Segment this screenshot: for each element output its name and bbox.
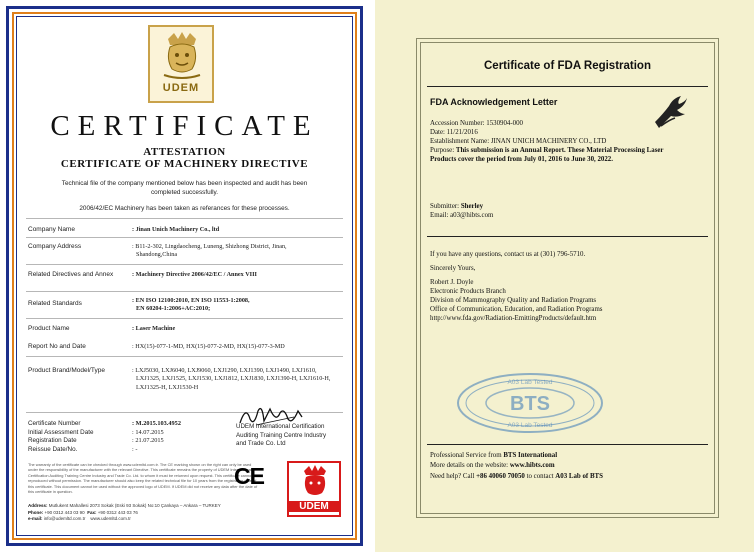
model-line: LXJ1325-H, LXJ1530-H bbox=[136, 383, 199, 391]
divider bbox=[26, 264, 343, 265]
website-line bbox=[430, 461, 710, 470]
help-label: Need help? Call bbox=[430, 473, 475, 480]
udem-logo-text: UDEM bbox=[162, 82, 200, 94]
email-value: a03@hibts.com bbox=[450, 212, 494, 219]
certificate-number-label: Certificate Number bbox=[28, 420, 81, 427]
company-address-value bbox=[132, 243, 342, 260]
purpose-line-2 bbox=[430, 155, 710, 164]
seal-main-text: BTS bbox=[510, 393, 550, 415]
purpose-line-1 bbox=[430, 146, 710, 155]
signatory-office: Office of Communication, Education, and Radiation Programs bbox=[430, 306, 603, 313]
address-row bbox=[28, 503, 288, 510]
certificate-number-value: : M.2015.103.4952 bbox=[132, 420, 181, 427]
sincerely-line: Sincerely Yours, bbox=[430, 265, 476, 272]
udem-badge-text: UDEM bbox=[289, 501, 339, 512]
address-line: : B11-2-302, Lingdaocheng, Luneng, Shizhong District, Jinan, bbox=[132, 243, 287, 250]
standards-line: : EN ISO 12100:2010, EN ISO 11553-1:2008, bbox=[132, 297, 250, 304]
service-label: Professional Service from bbox=[430, 452, 502, 459]
divider bbox=[26, 291, 343, 292]
help-phone: +86 40060 70050 bbox=[476, 473, 525, 480]
accession-number: Accession Number: 1530904-000 bbox=[430, 120, 524, 127]
purpose-text: This submission is an Annual Report. These Material Processing Laser bbox=[455, 147, 664, 154]
standards-value bbox=[132, 297, 342, 314]
standards-line: EN 60204-1:2006+AC:2010; bbox=[136, 305, 211, 313]
issuer-line: and Trade Co. Ltd bbox=[236, 440, 286, 448]
directives-value: : Machinery Directive 2006/42/EC / Annex VIII bbox=[132, 271, 257, 278]
purpose-period: Products cover the period from July 01, 2016 to June 30, 2022. bbox=[430, 156, 613, 163]
divider bbox=[26, 356, 343, 357]
help-lab: A03 Lab of BTS bbox=[555, 473, 603, 480]
fda-title: Certificate of FDA Registration bbox=[484, 60, 651, 72]
certificate-info-labels bbox=[28, 420, 128, 454]
company-name-label: Company Name bbox=[28, 226, 75, 233]
reissue-value: : - bbox=[132, 445, 138, 453]
fax-label: Fax: bbox=[87, 509, 97, 515]
certificate-fine-print: The warranty of the certificate can be checked through www.udemltd.com.tr. The CE marking shown on the right can only be used under the responsibility of the manufacturer with the relevant Directive. This certificate remains the property of UDEM International Certification Auditing Training Centre Industry and Trade Co. Ltd. to whom it must be returned upon request. This certificate cannot be reproduced without permission. The manufacturer should also keep the related technical file for 10 years from the registration date of this certificate. This document cannot be used without the approved logo of UDEM. If UDEM did not receive any data after the date of this certificate in question. bbox=[28, 462, 258, 495]
bts-seal-icon bbox=[455, 372, 605, 434]
bts-website-link[interactable]: www.hibts.com bbox=[509, 462, 555, 469]
contact-line: If you have any questions, contact us at (301) 796-5710. bbox=[430, 251, 586, 258]
divider bbox=[427, 444, 708, 445]
udem-certificate bbox=[0, 0, 369, 552]
certificate-intro bbox=[40, 179, 329, 197]
initial-assessment-value: : 14.07.2015 bbox=[132, 428, 164, 436]
help-mid-text: to contact bbox=[526, 473, 554, 480]
submitter-row bbox=[430, 202, 710, 211]
email-web-row bbox=[28, 516, 288, 523]
seal-top-text: A03 Lab Tested bbox=[507, 379, 553, 386]
letter-date: Date: 11/21/2016 bbox=[430, 129, 478, 136]
issuer-line: Auditing Training Centre Industry bbox=[236, 431, 327, 439]
udem-logo bbox=[148, 25, 214, 103]
email-label: Email: bbox=[430, 212, 449, 219]
standards-label: Related Standards bbox=[28, 300, 82, 307]
report-no-label: Report No and Date bbox=[28, 343, 86, 350]
signatory-name: Robert J. Doyle bbox=[430, 279, 474, 286]
lion-crest-icon bbox=[298, 465, 332, 499]
help-line bbox=[430, 472, 710, 481]
certificate-subtitle-attestation: ATTESTATION bbox=[143, 146, 226, 158]
model-line: : LXJ5030, LXJ6040, LXJ9060, LXJ1290, LXJ1390, LXJ1490, LXJ1610, bbox=[132, 367, 317, 374]
directives-label: Related Directives and Annex bbox=[28, 271, 114, 278]
service-line bbox=[430, 451, 710, 460]
phone-fax-row bbox=[28, 510, 288, 517]
intro-line: completed successfully. bbox=[150, 189, 218, 196]
intro-line: Technical file of the company mentioned below has been inspected and audit has been bbox=[61, 180, 308, 187]
phone-label: Phone: bbox=[28, 509, 44, 515]
udem-contact-footer bbox=[28, 503, 288, 523]
fda-website-link[interactable]: http://www.fda.gov/Radiation-EmittingProducts/default.htm bbox=[430, 315, 597, 322]
reissue-label: Reissue Date/No. bbox=[28, 445, 78, 453]
product-model-label: Product Brand/Model/Type bbox=[28, 367, 105, 374]
address-label: Address: bbox=[28, 503, 48, 508]
service-org: BTS International bbox=[503, 452, 558, 459]
registration-date-value: : 21.07.2015 bbox=[132, 437, 164, 445]
seal-bottom-text: A03 Lab Tested bbox=[507, 422, 553, 429]
address-value: Mutlukent Mahallesi 2073 Sokak (Eski 93 Sokak) No:10 Çankaya – Ankara – TURKEY bbox=[48, 503, 221, 508]
company-name-value: : Jinan Unich Machinery Co., ltd bbox=[132, 226, 220, 233]
fda-certificate bbox=[375, 0, 754, 552]
divider bbox=[26, 218, 343, 219]
udem-badge bbox=[287, 461, 341, 517]
submitter-value: Sherley bbox=[460, 203, 484, 210]
submitter-label: Submitter: bbox=[430, 203, 460, 210]
establishment-name: Establishment Name: JINAN UNICH MACHINERY CO., LTD bbox=[430, 138, 607, 145]
divider bbox=[427, 86, 708, 87]
email-label: e-mail: bbox=[28, 516, 43, 522]
divider bbox=[26, 237, 343, 238]
signatory-division: Division of Mammography Quality and Radiation Programs bbox=[430, 297, 597, 304]
lion-crest-icon bbox=[158, 31, 206, 81]
product-name-value: : Laser Machine bbox=[132, 325, 176, 332]
certificate-info-values bbox=[132, 420, 212, 454]
product-model-value bbox=[132, 367, 342, 392]
certificate-subtitle-directive: CERTIFICATE OF MACHINERY DIRECTIVE bbox=[60, 158, 309, 170]
phone-value: +90 0312 443 03 90 bbox=[44, 509, 85, 515]
website-value: www.udemltd.com.tr bbox=[90, 516, 131, 522]
certificate-reference-note: 2006/42/EC Machinery has been taken as referances for these processes. bbox=[79, 205, 290, 212]
certificate-title: CERTIFICATE bbox=[50, 110, 319, 142]
more-details-label: More details on the website: bbox=[430, 462, 509, 469]
initial-assessment-label: Initial Assessment Date bbox=[28, 428, 94, 436]
issuer-line: UDEM International Certification bbox=[236, 423, 325, 430]
address-line: Shandong,China bbox=[136, 251, 178, 259]
company-address-label: Company Address bbox=[28, 243, 82, 250]
email-row bbox=[430, 211, 710, 220]
divider bbox=[427, 236, 708, 237]
divider bbox=[26, 318, 343, 319]
email-value: info@udemltd.com.tr bbox=[43, 516, 86, 522]
ce-mark-icon: CE bbox=[234, 463, 264, 489]
registration-date-label: Registration Date bbox=[28, 437, 77, 445]
fax-value: +90 0312 443 03 76 bbox=[97, 509, 138, 515]
model-line: LXJ1325, LXJ1525, LXJ1530, LXJ1812, LXJ1830, LXJ1390-H, LXJ1610-H, bbox=[136, 375, 331, 383]
ack-letter-title: FDA Acknowledgement Letter bbox=[430, 97, 558, 107]
signatory-branch: Electronic Products Branch bbox=[430, 288, 506, 295]
report-no-value: : HX(15)-077-1-MD, HX(15)-077-2-MD, HX(15)-077-3-MD bbox=[132, 343, 285, 350]
purpose-label: Purpose: bbox=[430, 147, 455, 154]
product-name-label: Product Name bbox=[28, 325, 70, 332]
issuer-block bbox=[236, 423, 346, 449]
